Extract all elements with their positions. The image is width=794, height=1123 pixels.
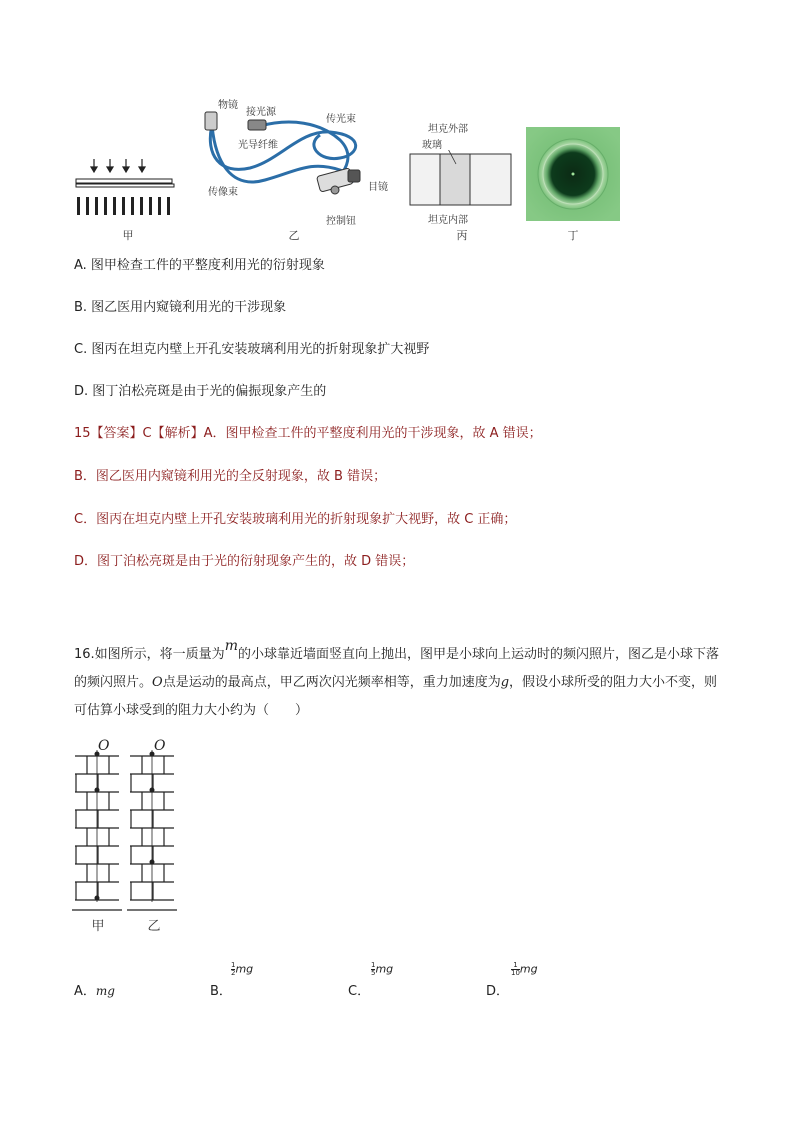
label-objective: 物镜 — [218, 100, 238, 111]
label-image-bundle: 传像束 — [208, 187, 238, 198]
figure-jia-caption: 甲 — [122, 229, 134, 242]
label-control-knob: 控制钮 — [326, 216, 356, 227]
q15-option-a: A. 图甲检查工件的平整度利用光的衍射现象 — [74, 258, 325, 273]
q16-stem-part-4: ，假设小球所受的阻力大小不变，则可估算小球受到的阻力大小约为（ ） — [74, 675, 718, 718]
q15-option-d: D. 图丁泊松亮斑是由于光的偏振现象产生的 — [74, 384, 327, 399]
endoscope-diagram — [190, 100, 410, 230]
q16-option-c-fraction — [371, 962, 393, 977]
label-tank-outside: 坦克外部 — [428, 124, 468, 135]
q16-option-c-value: mg — [375, 962, 394, 976]
q16-option-c-letter: C． — [348, 984, 371, 999]
tank-window-diagram — [408, 150, 513, 210]
q16-option-d-fraction — [511, 962, 538, 977]
label-light-bundle: 传光束 — [326, 114, 356, 125]
q15-answer-line-3: C．图丙在坦克内壁上开孔安装玻璃利用光的折射现象扩大视野，故 C 正确； — [74, 512, 517, 527]
label-light-source: 接光源 — [246, 107, 276, 118]
q16-figure-caption-jia: 甲 — [91, 919, 105, 934]
brick-wall-diagram — [72, 738, 184, 936]
figure-bing-caption: 丙 — [456, 229, 468, 242]
label-optical-fiber: 光导纤维 — [238, 140, 278, 151]
q16-option-b-letter: B． — [210, 984, 232, 999]
q16-option-b-fraction — [231, 962, 253, 977]
q16-option-c-num: 1 — [371, 961, 376, 969]
q16-option-a-letter: A． — [74, 984, 96, 999]
q16-option-b-value: mg — [235, 962, 254, 976]
q16-option-b-num: 1 — [231, 961, 236, 969]
q16-stem-part-1: 16.如图所示，将一质量为 — [74, 647, 225, 662]
flatness-test-diagram — [72, 155, 182, 220]
q16-point-symbol: O — [152, 675, 163, 690]
q15-option-c: C. 图丙在坦克内壁上开孔安装玻璃利用光的折射现象扩大视野 — [74, 342, 430, 357]
label-tank-inside: 坦克内部 — [428, 215, 468, 226]
q16-stem-part-3: 点是运动的最高点，甲乙两次闪光频率相等，重力加速度为 — [162, 675, 501, 690]
q16-option-a — [74, 980, 115, 999]
q16-option-b — [210, 980, 232, 999]
q16-option-c — [348, 980, 370, 999]
q16-option-d — [486, 980, 509, 999]
q15-option-b: B. 图乙医用内窥镜利用光的干涉现象 — [74, 300, 287, 315]
q16-stem — [74, 640, 724, 725]
q16-option-b-den: 2 — [231, 969, 236, 977]
q16-stem-part-2: 的小球靠近墙面竖直向上抛出，图甲是小球向上运动时的频闪照片，图乙是小球下落的频闪照片。 — [74, 647, 719, 690]
q16-option-d-den: 10 — [511, 969, 520, 977]
q15-answer-line-4: D．图丁泊松亮斑是由于光的衍射现象产生的，故 D 错误； — [74, 554, 415, 569]
q15-answer-line-1: 15【答案】C【解析】A．图甲检查工件的平整度利用光的干涉现象，故 A 错误； — [74, 426, 542, 441]
q16-figure-caption-yi: 乙 — [147, 919, 161, 934]
q15-answer-line-2: B．图乙医用内窥镜利用光的全反射现象，故 B 错误； — [74, 469, 387, 484]
figure-ding-caption: 丁 — [567, 229, 579, 242]
poisson-spot-image — [526, 127, 620, 221]
q16-option-d-value: mg — [519, 962, 538, 976]
q16-figure-label-o-2: O — [154, 738, 166, 754]
label-glass: 玻璃 — [422, 140, 442, 151]
figure-yi-caption: 乙 — [288, 229, 300, 242]
q16-mass-symbol: m — [224, 638, 238, 654]
q16-figure-label-o-1: O — [98, 738, 110, 754]
q16-g-symbol: g — [500, 675, 510, 690]
q16-option-c-den: 5 — [371, 969, 376, 977]
q16-option-d-letter: D． — [486, 984, 510, 999]
q16-option-d-num: 1 — [511, 962, 520, 970]
q16-option-a-value: mg — [95, 984, 115, 998]
label-eyepiece: 目镜 — [368, 182, 388, 193]
